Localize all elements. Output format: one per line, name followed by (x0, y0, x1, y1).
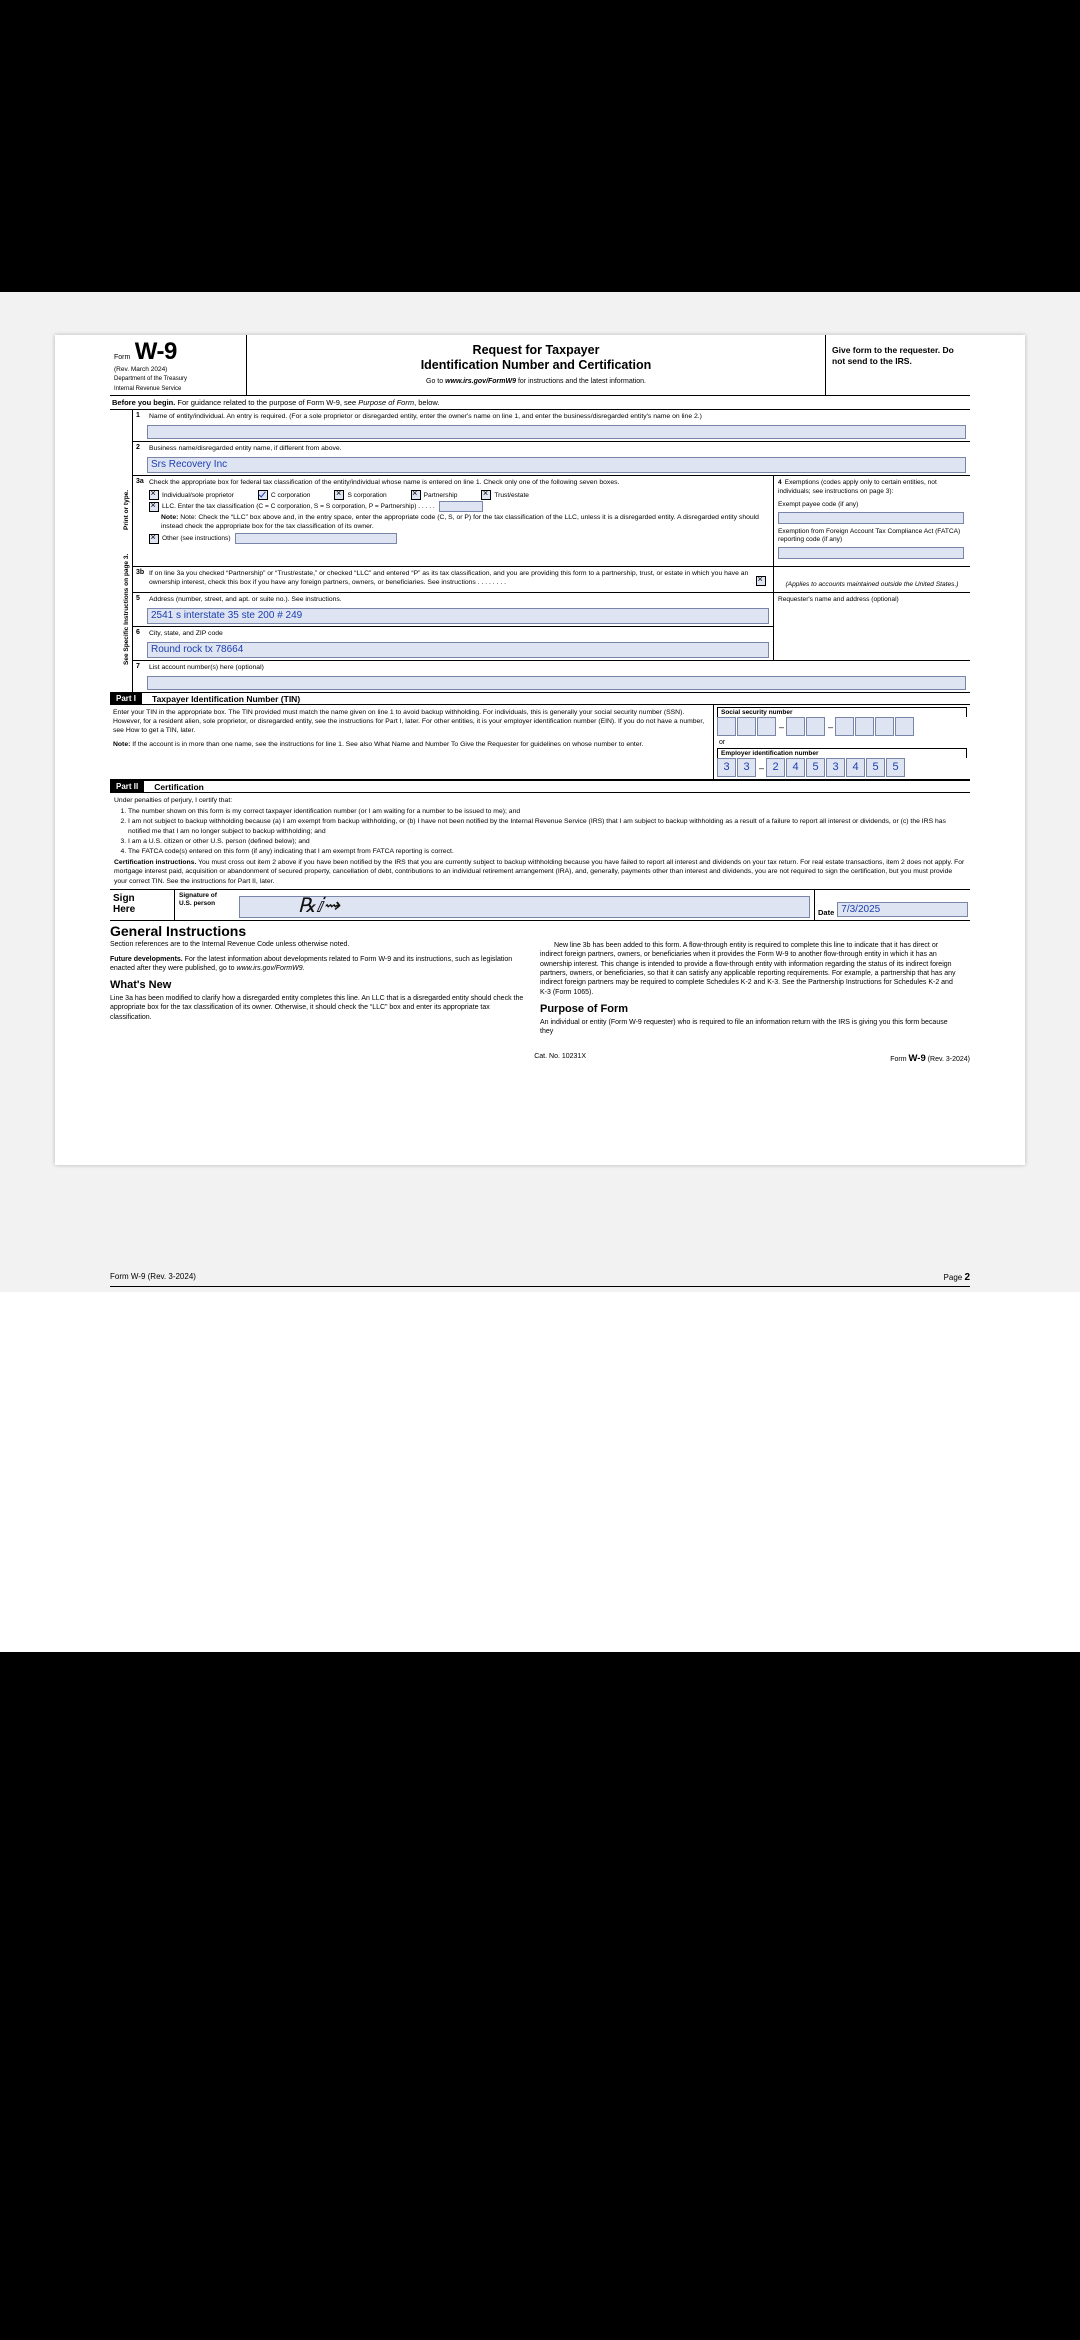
dept-line-2: Internal Revenue Service (114, 386, 182, 392)
instructions-left-column (110, 922, 540, 1042)
certification-item-1: 1. The number shown on this form is my correct taxpayer identification number (or I am waiting for a number to be issued to me); and (128, 807, 966, 816)
give-to-requester-note: Give form to the requester. Do not send to the IRS. (832, 345, 954, 366)
date-input[interactable] (837, 902, 968, 917)
line-5-label: Address (number, street, and apt. or suite no.). See instructions. (149, 596, 342, 603)
form-title-line-1: Request for Taxpayer (472, 343, 600, 357)
ein-digit-6[interactable]: 3 (826, 758, 845, 777)
part-2-bar: Part II (110, 781, 144, 792)
line-2-label: Business name/disregarded entity name, if different from above. (149, 445, 342, 452)
line-6-input[interactable] (147, 642, 769, 658)
ein-digit-1[interactable]: 3 (717, 758, 736, 777)
label-c-corporation: C corporation (270, 491, 311, 499)
ssn-dash-2: – (827, 721, 833, 732)
ein-digit-5[interactable]: 5 (806, 758, 825, 777)
checkbox-partnership[interactable] (411, 490, 421, 500)
ssn-digit-5[interactable] (806, 717, 825, 736)
label-trust-estate: Trust/estate (494, 491, 529, 499)
part-1-body (110, 705, 970, 780)
checkbox-llc[interactable] (149, 502, 159, 512)
llc-classification-input[interactable] (439, 501, 483, 512)
line-3a-row (133, 476, 970, 567)
ein-digit-4[interactable]: 4 (786, 758, 805, 777)
page-2-page-word: Page (943, 1273, 965, 1282)
llc-note (161, 513, 765, 531)
label-individual-sole-proprietor: Individual/sole proprietor (162, 491, 234, 499)
llc-note-bold: Note: (161, 514, 179, 521)
form-header (110, 335, 970, 396)
label-llc: LLC. Enter the tax classification (C = C corporation, S = S corporation, P = Partnership) . . . . . (162, 503, 435, 510)
signature-caption-2: U.S. person (179, 899, 216, 907)
part-1-note-text: If the account is in more than one name, see the instructions for line 1. See also What Name and Number To Give the Requester for guidelines on whose number to enter. (130, 741, 644, 748)
sign-here-label (110, 890, 174, 920)
part-1-header (110, 693, 970, 705)
irs-url: www.irs.gov/FormW9 (445, 378, 517, 385)
general-instructions-heading: General Instructions (110, 922, 247, 939)
ein-dash: – (758, 762, 764, 773)
line-2-input[interactable] (147, 457, 966, 473)
part-1-bar: Part I (110, 693, 142, 704)
ssn-boxes[interactable] (717, 717, 967, 736)
line-3a-label: Check the appropriate box for federal tax classification of the entity/individual whose name is entered on line 1. Check only one of the following seven boxes. (149, 479, 620, 486)
signature-field-block (174, 890, 814, 920)
ssn-digit-1[interactable] (717, 717, 736, 736)
checkbox-individual-sole-proprietor[interactable] (149, 490, 159, 500)
exempt-payee-label: Exempt payee code (if any) (778, 501, 859, 508)
part-1-note (113, 740, 707, 749)
line-3a-number: 3a (136, 478, 144, 485)
label-other: Other (see instructions) (162, 535, 231, 542)
checkbox-c-corporation[interactable] (258, 490, 268, 500)
line-2-row (133, 442, 970, 476)
signature-mark: ℞ⅈ⇝ (298, 894, 340, 917)
checkbox-trust-estate[interactable] (481, 490, 491, 500)
line-6-label: City, state, and ZIP code (149, 630, 223, 637)
footer-form-number: W-9 (908, 1053, 926, 1065)
line-1-input[interactable] (147, 425, 966, 439)
sign-here-line-1: Sign (113, 892, 135, 904)
whats-new-text: Line 3a has been modified to clarify how a disregarded entity completes this line. An LLC that is a disregarded entity should check the appropriate box for the tax classification of its owner. Otherwise, it should check the “LLC” box and enter its appropriate tax classification. (110, 994, 524, 1021)
line-5-row (133, 593, 970, 661)
line-6-value: Round rock tx 78664 (151, 644, 244, 655)
signature-caption-1: Signature of (179, 891, 217, 899)
line-3a-block (133, 476, 774, 566)
future-developments-bold: Future developments. (110, 955, 183, 963)
line-1-row (133, 410, 970, 442)
purpose-of-form-text: An individual or entity (Form W-9 requester) who is required to file an information return with the IRS is giving you this form because they (540, 1018, 948, 1036)
line-7-input[interactable] (147, 676, 966, 690)
side-label-print-or-type: Print or type. (123, 489, 130, 530)
checkbox-other[interactable] (149, 534, 159, 544)
footer-spacer (110, 1053, 230, 1064)
dept-line-1: Department of the Treasury (114, 376, 188, 382)
line-1-label: Name of entity/individual. An entry is required. (For a sole proprietor or disregarded entity, enter the owner's name on line 1, and enter the business/disregarded entity's name on line 2.) (149, 413, 702, 420)
ssn-digit-4[interactable] (786, 717, 805, 736)
ssn-digit-2[interactable] (737, 717, 756, 736)
fatca-label: Exemption from Foreign Account Tax Compliance Act (FATCA) reporting code (if any) (778, 527, 961, 543)
page-2-footer-left: Form W-9 (Rev. 3-2024) (110, 1272, 196, 1281)
date-field-block (814, 890, 970, 920)
form-word: Form (114, 354, 131, 361)
line-7-number: 7 (136, 663, 140, 670)
signature-row (110, 889, 970, 921)
classification-options-row (149, 490, 773, 500)
ssn-digit-9[interactable] (895, 717, 914, 736)
future-developments-tail: . (302, 965, 305, 973)
date-value: 7/3/2025 (841, 903, 881, 915)
line-4-label: Exemptions (codes apply only to certain entities, not individuals; see instructions on page 3): (778, 479, 937, 495)
checkbox-foreign-partners[interactable] (756, 576, 766, 586)
requester-label: Requester's name and address (optional) (778, 596, 899, 603)
line-3b-label: If on line 3a you checked “Partnership” or “Trust/estate,” or checked “LLC” and entered “P” as its tax classification, and you are providing this form to a partnership, trust, or estate in which you have an ownership interest, check this box if you have any foreign partners, owners, or beneficiaries. See instructions . . . . . . . . (149, 569, 749, 586)
label-partnership: Partnership (423, 491, 458, 499)
certification-item-4: 4. The FATCA code(s) entered on this form (if any) indicating that I am exempt from FATCA reporting is correct. (128, 847, 966, 856)
form-goto-line (251, 378, 821, 385)
line-7-label: List account number(s) here (optional) (149, 664, 264, 671)
page-2-page-number: 2 (964, 1272, 970, 1283)
certification-instructions-bold: Certification instructions. (114, 859, 197, 867)
ein-digit-2[interactable]: 3 (737, 758, 756, 777)
form-page-1 (55, 335, 1025, 1165)
part-2-header (110, 780, 970, 793)
ein-label: Employer identification number (717, 748, 967, 758)
purpose-of-form-ref: Purpose of Form (358, 398, 415, 407)
form-fields (133, 410, 970, 692)
form-page-2-top (0, 1292, 1080, 1652)
before-you-begin (110, 396, 970, 410)
before-you-begin-bold: Before you begin. (112, 398, 176, 407)
page-2-footer-rule (110, 1286, 970, 1287)
label-s-corporation: S corporation (347, 491, 387, 499)
form-title-block (246, 335, 826, 395)
ssn-dash-1: – (778, 721, 784, 732)
line-2-number: 2 (136, 444, 140, 451)
line-2-value: Srs Recovery Inc (151, 459, 228, 470)
sign-here-line-2: Here (113, 903, 136, 915)
line-3b-explanation: New line 3b has been added to this form. A flow-through entity is required to complete this line to indicate that it has direct or indirect foreign partners, owners, or beneficiaries when it provides the Form W-9 to another flow-through entity in which it has an ownership interest. This change is intended to provide a flow-through entity with information regarding the status of its indirect foreign partners, owners, or beneficiaries, so that it can satisfy any applicable reporting requirements. For example, a partnership that has any indirect foreign partners may be required to complete Schedules K-2 and K-3. See the Partnership Instructions for Schedules K-2 and K-3 (Form 1065). (540, 941, 956, 996)
whats-new-heading: What's New (110, 979, 172, 992)
line-7-row (133, 661, 970, 690)
perjury-intro: Under penalties of perjury, I certify that: (114, 797, 233, 804)
line-5-input[interactable] (147, 608, 769, 624)
general-instructions (110, 922, 970, 1042)
before-you-begin-text: For guidance related to the purpose of Form W-9, see (175, 398, 359, 407)
line-6-number: 6 (136, 629, 140, 636)
certification-list (128, 807, 966, 856)
purpose-of-form-heading: Purpose of Form (540, 1003, 629, 1016)
ssn-digit-6[interactable] (835, 717, 854, 736)
ssn-label: Social security number (717, 707, 967, 717)
part-2-title: Certification (154, 781, 204, 792)
goto-pre: Go to (426, 378, 446, 385)
line-5-value: 2541 s interstate 35 ste 200 # 249 (151, 610, 303, 621)
line-3b-number: 3b (136, 568, 145, 576)
line-4-block (774, 476, 970, 566)
part-1-instructions: Enter your TIN in the appropriate box. The TIN provided must match the name given on line 1 to avoid backup withholding. For individuals, this is generally your social security number (SSN). However, for a resident alien, sole proprietor, or disregarded entity, see the instructions for Part I, later. For other entities, it is your employer identification number (EIN). If you do not have a number, see How to get a TIN, later. (113, 709, 705, 734)
line-3b-row (133, 567, 970, 594)
fatca-code-input[interactable] (778, 547, 964, 559)
part-2-body (110, 793, 970, 889)
line-5-number: 5 (136, 595, 140, 602)
ssn-digit-7[interactable] (855, 717, 874, 736)
ssn-digit-3[interactable] (757, 717, 776, 736)
goto-post: for instructions and the latest information. (516, 378, 646, 385)
catalog-number: Cat. No. 10231X (534, 1053, 586, 1061)
signature-input[interactable] (239, 896, 810, 918)
line-1-number: 1 (136, 412, 140, 419)
line-4-number: 4 (778, 479, 782, 486)
checkbox-s-corporation[interactable] (334, 490, 344, 500)
llc-note-text: Note: Check the “LLC” box above and, in the entry space, enter the appropriate code (C, S, or P) for the tax classification of the LLC, unless it is a disregarded entity. A disregarded entity should instead check the appropriate box for the tax classification of its owner. (161, 514, 759, 530)
ein-digit-3[interactable]: 2 (766, 758, 785, 777)
other-classification-input[interactable] (235, 533, 397, 544)
llc-row (149, 501, 773, 512)
ssn-digit-8[interactable] (875, 717, 894, 736)
form-identity (110, 335, 246, 395)
certification-item-3: 3. I am a U.S. citizen or other U.S. person (defined below); and (128, 837, 966, 846)
footer-form-pre: Form (890, 1056, 909, 1064)
part-1-note-bold: Note: (113, 741, 131, 748)
instructions-right-column (540, 927, 970, 1042)
side-label-see-specific: See Specific Instructions on page 3. (123, 553, 130, 665)
future-developments-url: www.irs.gov/FormW9 (236, 965, 303, 973)
page-2-footer (110, 1272, 970, 1283)
certification-instructions (114, 858, 966, 886)
date-label: Date (818, 907, 835, 917)
form-number: W-9 (134, 338, 177, 365)
certification-item-2: 2. I am not subject to backup withholding because (a) I am exempt from backup withholding, or (b) I have not been notified by the Internal Revenue Service (IRS) that I am subject to backup withholding as a result of a failure to report all interest or dividends, or (c) the IRS has notified me that I am no longer subject to backup withholding; and (128, 817, 966, 835)
footer-form-ref (890, 1053, 970, 1064)
form-title-line-2: Identification Number and Certification (420, 358, 652, 372)
future-developments-text: For the latest information about developments related to Form W-9 and its instructions, such as legislation enacted after they were published, go to (110, 955, 513, 973)
side-instructions (110, 410, 133, 692)
other-row (149, 533, 773, 544)
line-4-foreign-note: (Applies to accounts maintained outside the United States.) (785, 580, 959, 588)
ein-digit-9[interactable]: 5 (886, 758, 905, 777)
section-references: Section references are to the Internal Revenue Code unless otherwise noted. (110, 941, 350, 949)
certification-instructions-text: You must cross out item 2 above if you have been notified by the IRS that you are currently subject to backup withholding because you have failed to report all interest and dividends on your tax return. For real estate transactions, item 2 does not apply. For mortgage interest paid, acquisition or abandonment of secured property, cancellation of debt, contributions to an individual retirement arrangement (IRA), and, generally, payments other than interest and dividends, you are not required to sign the certification, but you must provide your correct TIN. See the instructions for Part II, later. (114, 859, 965, 885)
ein-digit-8[interactable]: 5 (866, 758, 885, 777)
page-1-footer (110, 1049, 970, 1064)
w9-form (110, 335, 970, 1064)
form-revision: (Rev. March 2024) (114, 366, 168, 373)
ein-boxes[interactable] (717, 758, 967, 777)
before-you-begin-tail: , below. (414, 398, 440, 407)
ein-digit-7[interactable]: 4 (846, 758, 865, 777)
future-developments (110, 955, 526, 974)
line-6-row (133, 626, 773, 658)
page-2-footer-right (944, 1272, 970, 1283)
part-1-title: Taxpayer Identification Number (TIN) (152, 693, 301, 704)
form-body (110, 410, 970, 693)
footer-form-post: (Rev. 3-2024) (925, 1056, 970, 1064)
exempt-payee-code-input[interactable] (778, 512, 964, 524)
or-label: or (719, 739, 726, 746)
